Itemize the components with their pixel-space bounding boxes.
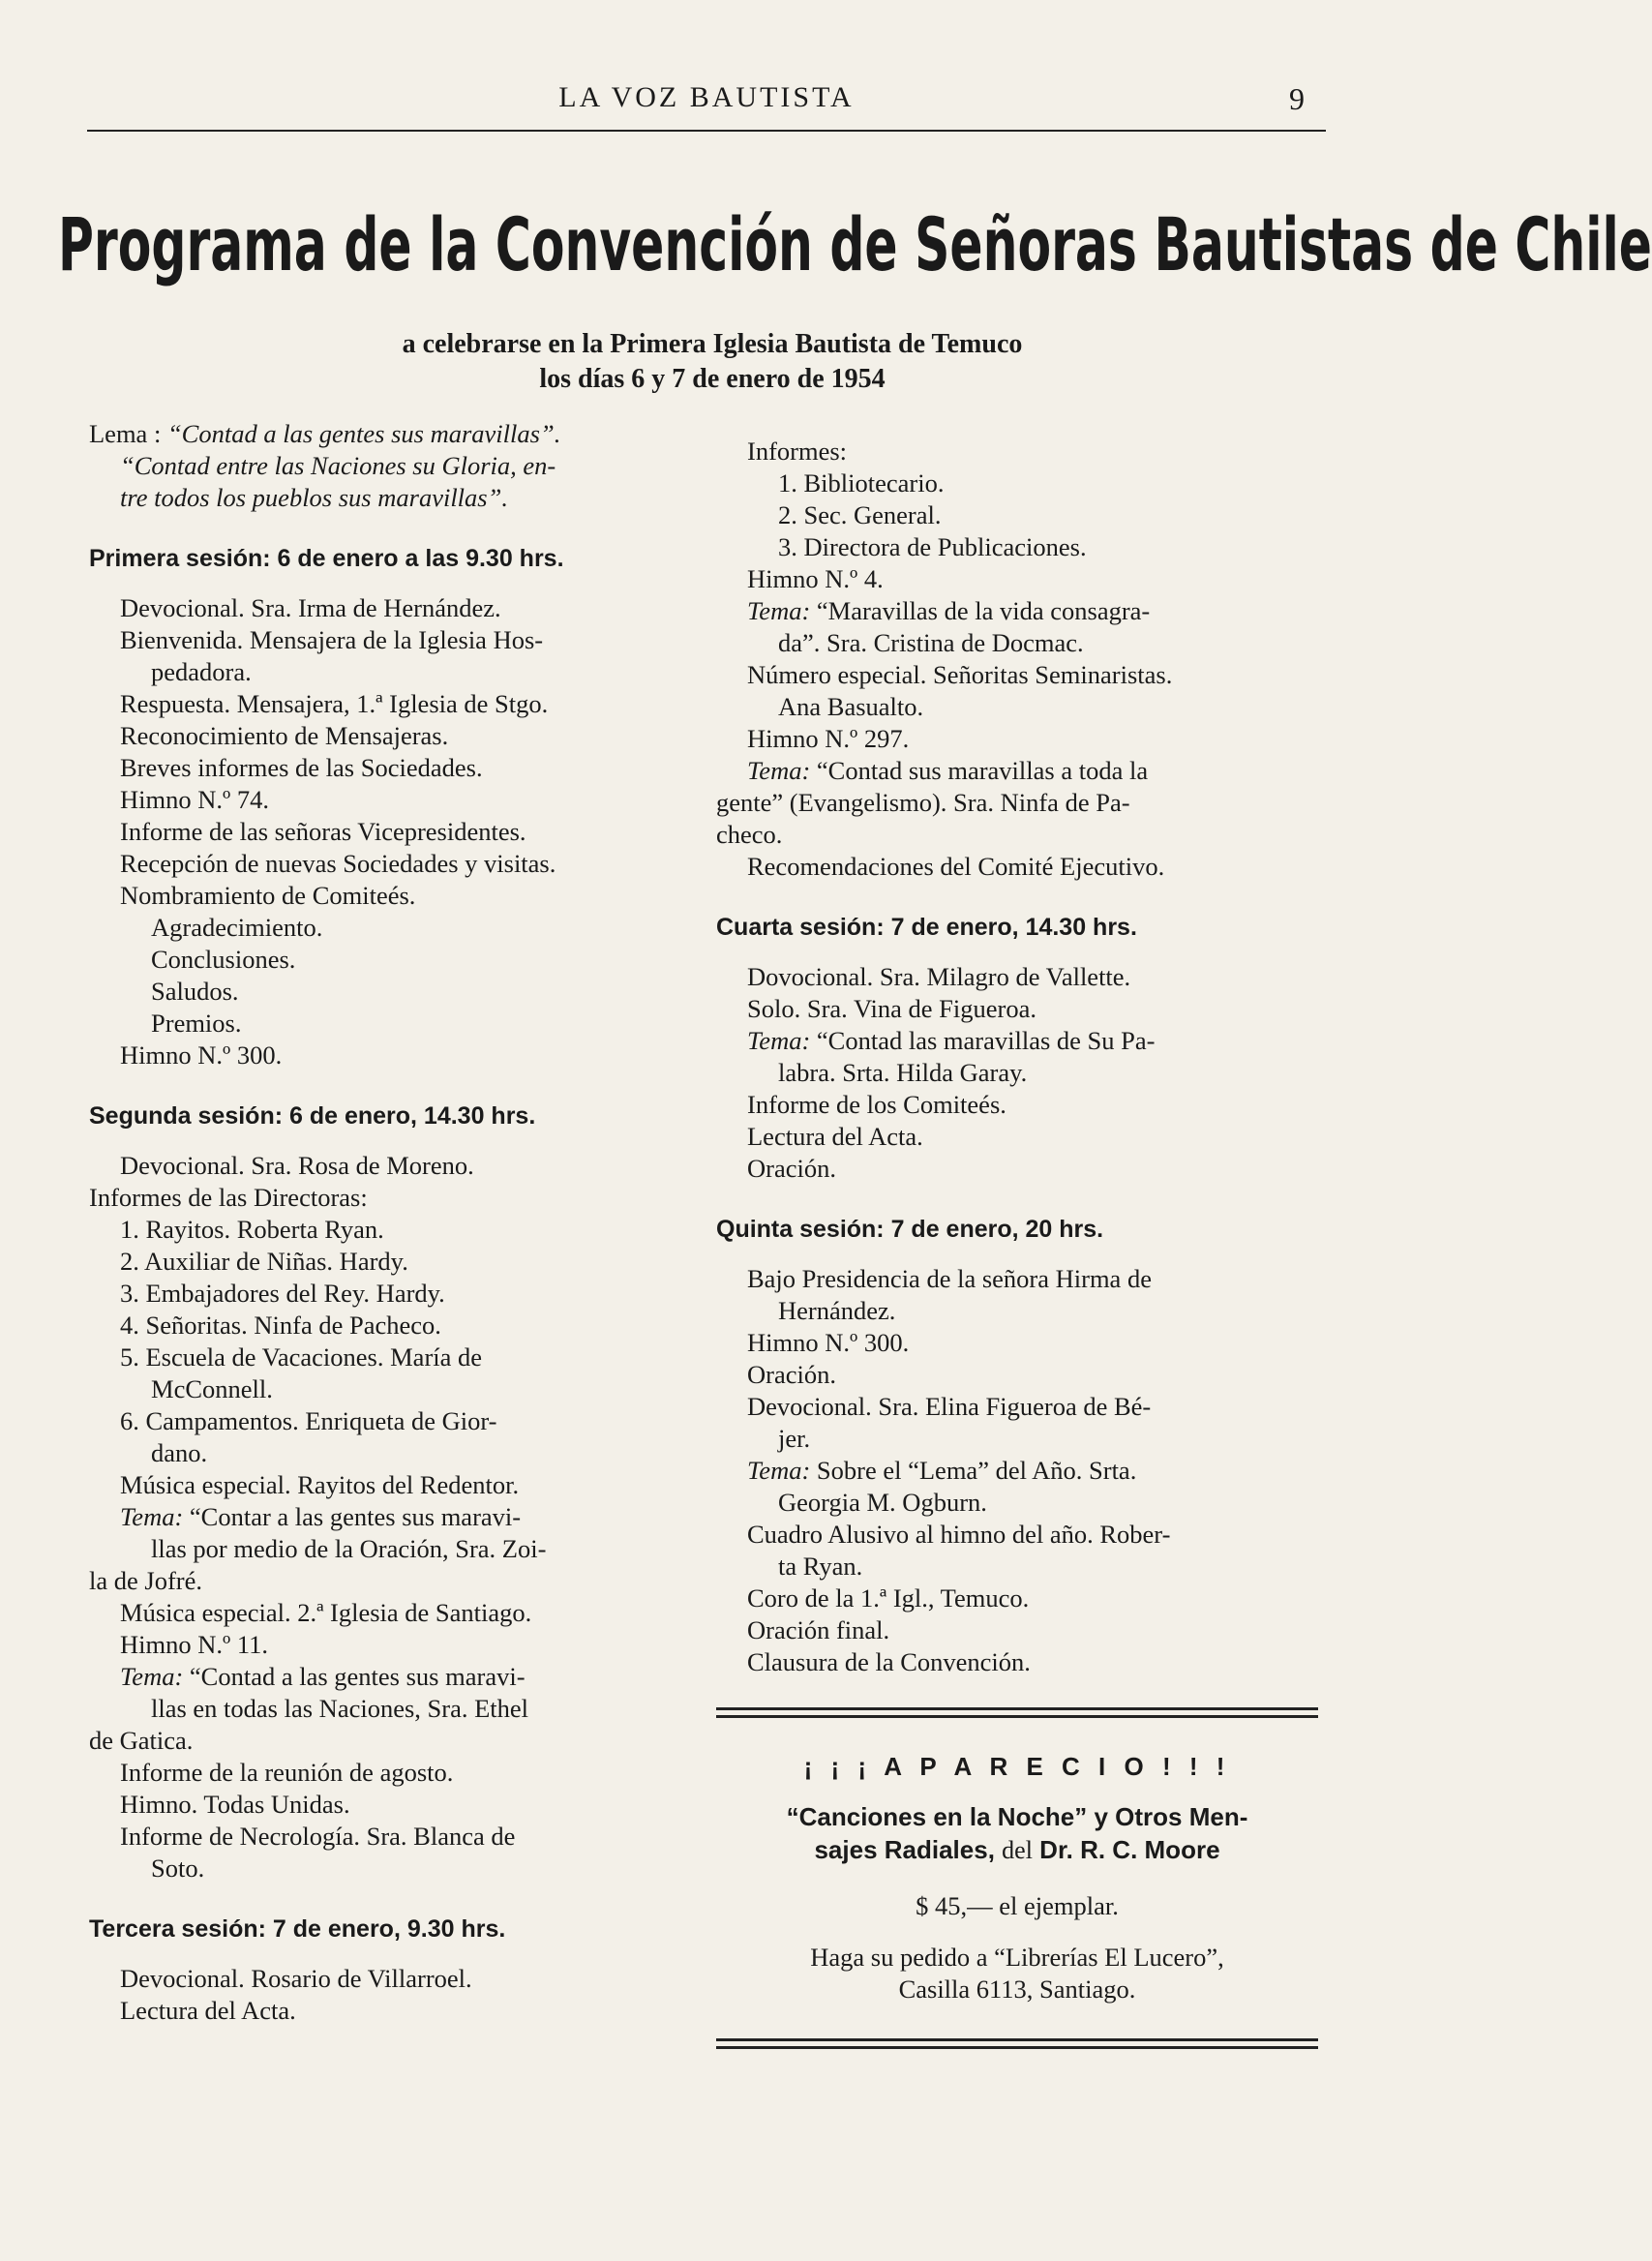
- list-item: jer.: [778, 1424, 811, 1453]
- list-item: Clausura de la Convención.: [747, 1647, 1031, 1676]
- list-item: Solo. Sra. Vina de Figueroa.: [747, 994, 1036, 1023]
- session-primera-list: [89, 592, 691, 1071]
- list-item: Música especial. 2.ª Iglesia de Santiago.: [120, 1598, 532, 1627]
- lema-label: Lema :: [89, 419, 162, 448]
- list-item: Reconocimiento de Mensajeras.: [120, 721, 449, 750]
- tema-label: Tema:: [747, 756, 811, 785]
- list-item: dano.: [151, 1438, 208, 1467]
- ad-line: sajes Radiales, del Dr. R. C. Moore: [814, 1835, 1220, 1864]
- list-item: Tema: “Contad a las gentes sus maravi-: [120, 1662, 526, 1691]
- list-item: pedadora.: [151, 657, 252, 686]
- session-heading-tercera: Tercera sesión: 7 de enero, 9.30 hrs.: [89, 1915, 506, 1943]
- list-item: Georgia M. Ogburn.: [778, 1488, 987, 1517]
- list-item: Informes de las Directoras:: [89, 1183, 368, 1212]
- tema-label: Tema:: [747, 1026, 811, 1055]
- article-title: Programa de la Convención de Señoras Bautistas de Chile: [58, 203, 1652, 288]
- list-item: da”. Sra. Cristina de Docmac.: [778, 628, 1084, 657]
- list-item: Premios.: [151, 1009, 242, 1038]
- list-item: Recepción de nuevas Sociedades y visitas.: [120, 849, 556, 878]
- list-item: 3. Embajadores del Rey. Hardy.: [120, 1279, 445, 1308]
- list-item: Agradecimiento.: [151, 913, 323, 942]
- list-item: Tema: “Maravillas de la vida consagra-: [747, 596, 1151, 625]
- list-item: Cuadro Alusivo al himno del año. Rober-: [747, 1520, 1171, 1549]
- list-item: 4. Señoritas. Ninfa de Pacheco.: [120, 1311, 441, 1340]
- list-item: 3. Directora de Publicaciones.: [778, 532, 1087, 561]
- page-header: [87, 81, 1326, 136]
- tema-label: Tema:: [120, 1502, 184, 1531]
- lema-line: “Contad entre las Naciones su Gloria, en-: [120, 451, 556, 480]
- list-item: Breves informes de las Sociedades.: [120, 753, 483, 782]
- list-item: Devocional. Sra. Elina Figueroa de Bé-: [747, 1392, 1152, 1421]
- list-item: llas por medio de la Oración, Sra. Zoi-: [151, 1534, 547, 1563]
- session-tercera-list: [89, 1963, 691, 2027]
- list-item: Himno N.º 4.: [747, 564, 884, 593]
- list-item: Informe de los Comiteés.: [747, 1090, 1006, 1119]
- list-item: labra. Srta. Hilda Garay.: [778, 1058, 1028, 1087]
- list-item: Ana Basualto.: [778, 692, 924, 721]
- list-item: Informe de las señoras Vicepresidentes.: [120, 817, 526, 846]
- list-item: Tema: “Contar a las gentes sus maravi-: [120, 1502, 522, 1531]
- list-item: Tema: Sobre el “Lema” del Año. Srta.: [747, 1456, 1137, 1485]
- subtitle-line: los días 6 y 7 de enero de 1954: [539, 364, 886, 394]
- list-item: 1. Bibliotecario.: [778, 468, 945, 497]
- list-item: Recomendaciones del Comité Ejecutivo.: [747, 852, 1165, 881]
- list-item: Coro de la 1.ª Igl., Temuco.: [747, 1583, 1030, 1613]
- list-item: Himno N.º 11.: [120, 1630, 268, 1659]
- tema-label: Tema:: [120, 1662, 184, 1691]
- ad-line: “Canciones en la Noche” y Otros Men-: [786, 1802, 1248, 1831]
- ad-headline: ¡ ¡ ¡ A P A R E C I O ! ! !: [803, 1752, 1231, 1781]
- session-heading-cuarta: Cuarta sesión: 7 de enero, 14.30 hrs.: [716, 914, 1137, 941]
- list-item: Himno N.º 300.: [120, 1040, 283, 1070]
- ad-order-line: Haga su pedido a “Librerías El Lucero”,: [810, 1943, 1224, 1972]
- list-item: Devocional. Rosario de Villarroel.: [120, 1964, 472, 1993]
- left-column: [89, 418, 691, 2027]
- advertisement: [716, 1751, 1318, 2005]
- lema-line: “Contad a las gentes sus maravillas”.: [166, 419, 561, 448]
- lema: [89, 418, 691, 514]
- list-item: Bajo Presidencia de la señora Hirma de: [747, 1264, 1152, 1293]
- list-item: Lectura del Acta.: [747, 1122, 923, 1151]
- list-item: de Gatica.: [89, 1726, 194, 1755]
- page-number: 9: [1289, 81, 1305, 116]
- list-item: 1. Rayitos. Roberta Ryan.: [120, 1215, 384, 1244]
- ad-bottom-rule: [716, 2038, 1318, 2049]
- list-item: Nombramiento de Comiteés.: [120, 881, 416, 910]
- list-item: Informe de la reunión de agosto.: [120, 1758, 454, 1787]
- list-item: Tema: “Contad las maravillas de Su Pa-: [747, 1026, 1156, 1055]
- list-item: Informe de Necrología. Sra. Blanca de: [120, 1822, 516, 1851]
- publication-title: LA VOZ BAUTISTA: [558, 81, 855, 113]
- lema-line: tre todos los pueblos sus maravillas”.: [120, 483, 508, 512]
- ad-price: $ 45,— el ejemplar.: [916, 1891, 1119, 1920]
- list-item: Lectura del Acta.: [120, 1996, 296, 2025]
- right-column: [716, 436, 1318, 2082]
- list-item: Oración final.: [747, 1615, 890, 1644]
- list-item: Tema: “Contad sus maravillas a toda la: [747, 756, 1149, 785]
- ad-order-line: Casilla 6113, Santiago.: [898, 1975, 1136, 2004]
- list-item: Himno N.º 297.: [747, 724, 910, 753]
- list-item: McConnell.: [151, 1374, 273, 1403]
- list-item: Himno. Todas Unidas.: [120, 1790, 350, 1819]
- session-heading-segunda: Segunda sesión: 6 de enero, 14.30 hrs.: [89, 1102, 536, 1130]
- session-heading-quinta: Quinta sesión: 7 de enero, 20 hrs.: [716, 1216, 1104, 1243]
- list-item: Saludos.: [151, 977, 239, 1006]
- ad-top-rule: [716, 1707, 1318, 1718]
- session-quinta-list: [716, 1263, 1318, 1678]
- list-item: Dovocional. Sra. Milagro de Vallette.: [747, 962, 1131, 991]
- list-item: 5. Escuela de Vacaciones. María de: [120, 1342, 483, 1372]
- list-item: Bienvenida. Mensajera de la Iglesia Hos-: [120, 625, 544, 654]
- list-item: la de Jofré.: [89, 1566, 202, 1595]
- list-item: Música especial. Rayitos del Redentor.: [120, 1470, 520, 1499]
- list-item: Devocional. Sra. Irma de Hernández.: [120, 593, 501, 622]
- article-subtitle: [194, 327, 1231, 397]
- list-item: Número especial. Señoritas Seminaristas.: [747, 660, 1173, 689]
- list-item: Oración.: [747, 1360, 836, 1389]
- subtitle-line: a celebrarse en la Primera Iglesia Bautista de Temuco: [402, 329, 1023, 359]
- list-item: Informes:: [747, 437, 848, 466]
- list-item: 2. Auxiliar de Niñas. Hardy.: [120, 1247, 408, 1276]
- list-item: Oración.: [747, 1154, 836, 1183]
- list-item: Devocional. Sra. Rosa de Moreno.: [120, 1151, 474, 1180]
- header-rule: [87, 130, 1326, 132]
- list-item: 2. Sec. General.: [778, 500, 942, 529]
- list-item: Soto.: [151, 1854, 205, 1883]
- list-item: ta Ryan.: [778, 1552, 863, 1581]
- list-item: Conclusiones.: [151, 945, 296, 974]
- session-cuarta-list: [716, 961, 1318, 1185]
- list-item: 6. Campamentos. Enriqueta de Gior-: [120, 1406, 497, 1435]
- list-item: checo.: [716, 820, 783, 849]
- list-item: Hernández.: [778, 1296, 896, 1325]
- session-tercera-cont-list: [716, 436, 1318, 883]
- list-item: Respuesta. Mensajera, 1.ª Iglesia de Stgo.: [120, 689, 549, 718]
- session-segunda-list: [89, 1150, 691, 1884]
- session-heading-primera: Primera sesión: 6 de enero a las 9.30 hrs.: [89, 545, 564, 572]
- list-item: gente” (Evangelismo). Sra. Ninfa de Pa-: [716, 788, 1130, 817]
- list-item: Himno N.º 300.: [747, 1328, 910, 1357]
- tema-label: Tema:: [747, 596, 811, 625]
- list-item: llas en todas las Naciones, Sra. Ethel: [151, 1694, 529, 1723]
- list-item: Himno N.º 74.: [120, 785, 269, 814]
- tema-label: Tema:: [747, 1456, 811, 1485]
